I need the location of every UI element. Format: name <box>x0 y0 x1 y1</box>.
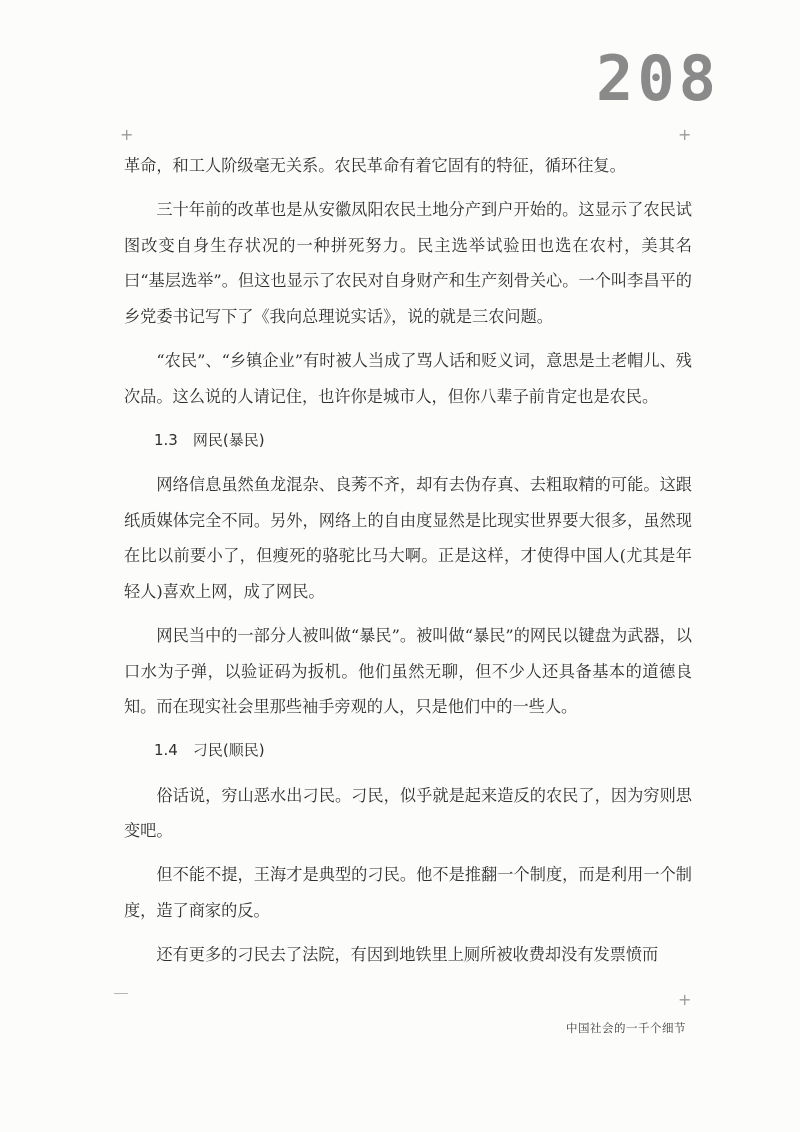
section-heading-1-3: 1.3 网民(暴民) <box>154 430 265 449</box>
paragraph: “农民”、“乡镇企业”有时被人当成了骂人话和贬义词，意思是土老帽儿、残次品。这么说的人请记住，也许你是城市人，但你八辈子前肯定也是农民。 <box>124 351 692 406</box>
paragraph: 网民当中的一部分人被叫做“暴民”。被叫做“暴民”的网民以键盘为武器，以口水为子弹，以验证码为扳机。他们虽然无聊，但不少人还具备基本的道德良知。而在现实社会里那些袖手旁观的人，只是他们中的一些人。 <box>124 626 692 717</box>
running-footer: 中国社会的一千个细节 <box>566 1021 686 1035</box>
crop-mark-top-right: + <box>678 125 692 144</box>
paragraph: 还有更多的刁民去了法院，有因到地铁里上厕所被收费却没有发票愤而 <box>156 945 659 965</box>
body-text <box>124 148 692 981</box>
paragraph: 三十年前的改革也是从安徽凤阳农民土地分产到户开始的。这显示了农民试图改变自身生存状况的一种拼死努力。民主选举试验田也选在农村，美其名曰“基层选举”。但这也显示了农民对自身财产和生产刻骨关心。一个叫李昌平的乡党委书记写下了《我向总理说实话》，说的就是三农问题。 <box>124 200 692 326</box>
crop-mark-top-left: + <box>120 125 134 144</box>
page-number: 208 <box>596 42 720 115</box>
crop-mark-bottom-right: + <box>678 990 692 1009</box>
paragraph: 网络信息虽然鱼龙混杂、良莠不齐，却有去伪存真、去粗取精的可能。这跟纸质媒体完全不同。另外，网络上的自由度显然是比现实世界要大很多，虽然现在比以前要小了，但瘦死的骆驼比马大啊。正是这样，才使得中国人(尤其是年轻人)喜欢上网，成了网民。 <box>124 475 692 601</box>
paragraph: 但不能不提，王海才是典型的刁民。他不是推翻一个制度，而是利用一个制度，造了商家的反。 <box>124 865 692 921</box>
section-heading-1-4: 1.4 刁民(顺民) <box>154 741 265 760</box>
paragraph-continued: 革命，和工人阶级毫无关系。农民革命有着它固有的特征，循环往复。 <box>124 156 626 175</box>
paragraph: 俗话说，穷山恶水出刁民。刁民，似乎就是起来造反的农民了，因为穷则思变吧。 <box>124 785 692 841</box>
crop-mark-bottom-left <box>114 993 128 994</box>
